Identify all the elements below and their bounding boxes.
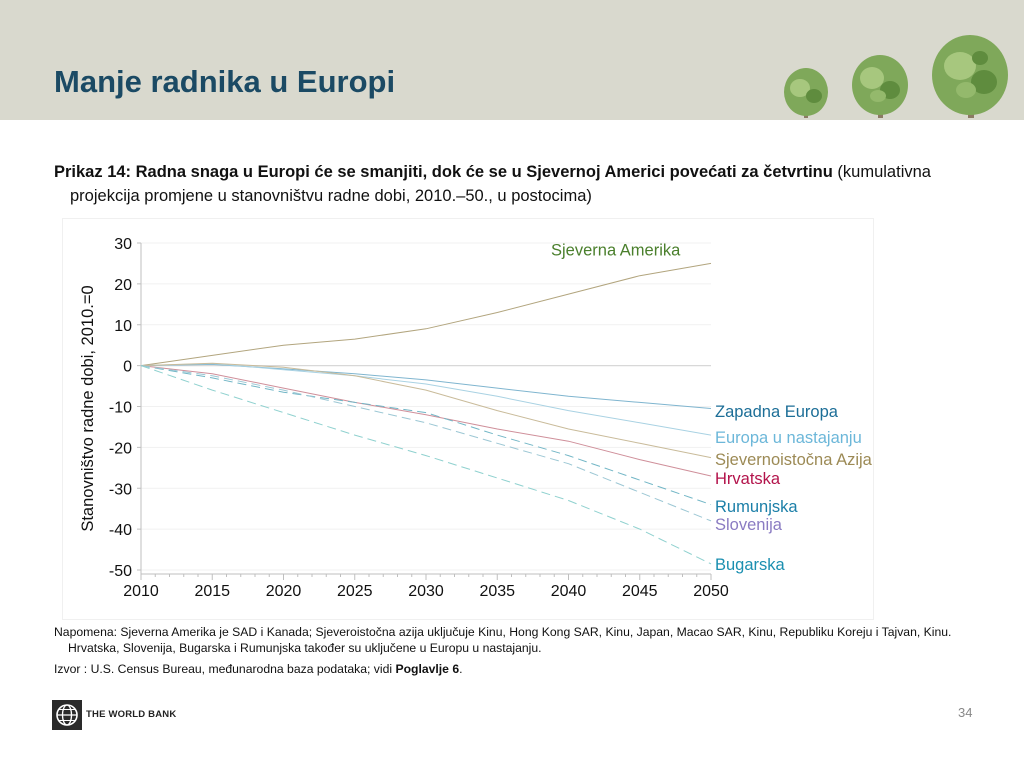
- series-line-5: [141, 366, 711, 505]
- x-tick-label: 2025: [336, 583, 373, 600]
- series-label-6: Slovenija: [715, 516, 782, 534]
- source-suffix: .: [459, 662, 463, 676]
- series: [141, 263, 711, 564]
- chart-frame: [62, 218, 874, 620]
- series-label-4: Hrvatska: [715, 470, 781, 488]
- x-tick-label: 2045: [621, 583, 658, 600]
- org-name: THE WORLD BANK: [86, 709, 177, 720]
- source-prefix: Izvor : U.S. Census Bureau, međunarodna baza podataka; vidi: [54, 662, 396, 676]
- y-tick-label: 10: [114, 317, 132, 335]
- tree-small-icon: [784, 68, 828, 118]
- y-tick-label: 20: [114, 276, 132, 294]
- series-label-7: Bugarska: [715, 556, 785, 574]
- series-line-0: [141, 263, 711, 365]
- caption-text: (kumulativna projekcija promjene u stanovništvu radne dobi, 2010.–50., u postocima): [70, 163, 931, 205]
- series-line-3: [141, 363, 711, 457]
- series-label-3: Sjevernoistočna Azija: [715, 451, 872, 469]
- x-tick-label: 2015: [194, 583, 231, 600]
- x-tick-label: 2020: [265, 583, 302, 600]
- y-tick-label: -40: [108, 522, 132, 540]
- y-tick-label: 30: [114, 236, 132, 253]
- y-axis-label: Stanovništvo radne dobi, 2010.=0: [79, 285, 97, 532]
- source-link[interactable]: Poglavlje 6: [395, 662, 460, 676]
- x-tick-label: 2010: [123, 583, 159, 600]
- series-line-2: [141, 364, 711, 436]
- header-band: [0, 0, 1024, 120]
- x-tick-label: 2040: [550, 583, 587, 600]
- x-tick-label: 2050: [693, 583, 729, 600]
- series-labels: [551, 241, 873, 574]
- line-chart: [63, 219, 873, 619]
- y-tick-label: -10: [108, 399, 132, 417]
- figure-caption: [54, 160, 950, 208]
- x-tick-label: 2035: [479, 583, 516, 600]
- world-bank-logo-icon: [52, 700, 82, 730]
- caption-bold: Prikaz 14: Radna snaga u Europi će se smanjiti, dok će se u Sjevernoj Americi povećati za četvrtinu: [54, 163, 833, 181]
- page-number: 34: [958, 705, 973, 720]
- grid: [141, 243, 711, 570]
- series-label-5: Rumunjska: [715, 498, 798, 516]
- y-tick-label: -50: [108, 563, 132, 580]
- series-line-1: [141, 364, 711, 408]
- source-line: [54, 661, 974, 677]
- y-tick-label: 0: [123, 358, 132, 376]
- europe-tree-icons: [780, 30, 1020, 120]
- footnote: Napomena: Sjeverna Amerika je SAD i Kanada; Sjeveroistočna azija uključuje Kinu, Hong Kong SAR, Kinu, Japan, Macao SAR, Kinu, Republiku Koreju i Tajvan, Kinu. Hrvatska, Slovenija, Bugarska i Rumunjska također su uključene u Europu u nastajanju.: [54, 625, 952, 655]
- series-line-6: [141, 366, 711, 521]
- series-label-0: Sjeverna Amerika: [551, 241, 681, 260]
- y-tick-label: -20: [108, 440, 132, 458]
- series-label-2: Europa u nastajanju: [715, 429, 862, 447]
- tree-large-icon: [932, 35, 1008, 118]
- slide-title: Manje radnika u Europi: [54, 64, 396, 99]
- series-line-7: [141, 366, 711, 564]
- x-tick-label: 2030: [408, 583, 444, 600]
- y-tick-label: -30: [108, 481, 132, 499]
- tree-medium-icon: [852, 55, 908, 118]
- series-label-1: Zapadna Europa: [715, 403, 838, 421]
